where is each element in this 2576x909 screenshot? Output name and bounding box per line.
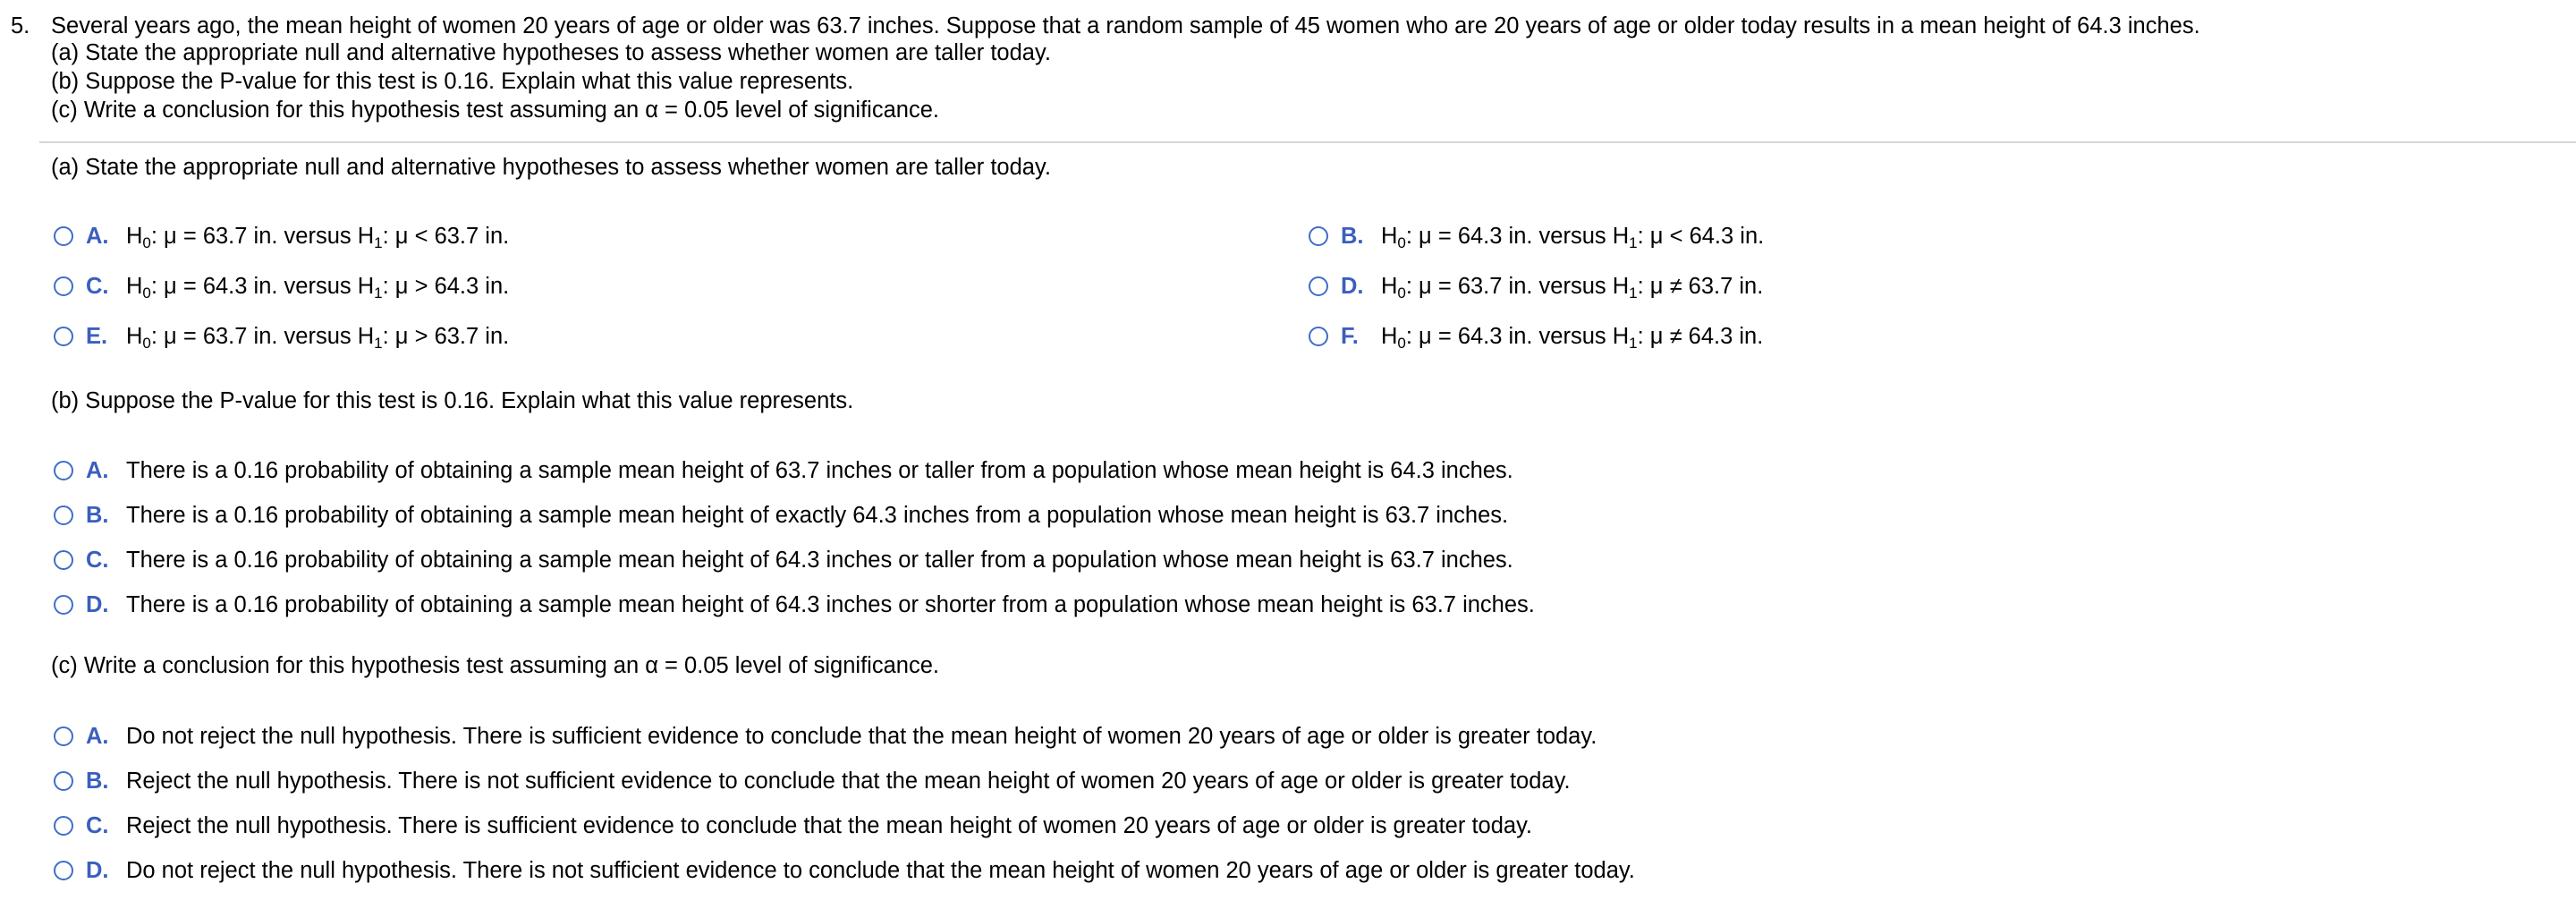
- part-a-option-a[interactable]: [54, 222, 509, 251]
- option-letter: A.: [86, 223, 109, 249]
- radio-button[interactable]: [54, 505, 73, 525]
- part-a-prompt: (a) State the appropriate null and alternative hypotheses to assess whether women are taller today.: [51, 155, 1051, 180]
- part-b-option-a[interactable]: [54, 456, 1513, 485]
- option-letter: C.: [86, 812, 109, 838]
- part-c-prompt: (c) Write a conclusion for this hypothesis test assuming an α = 0.05 level of significance.: [51, 653, 939, 678]
- hypothesis-text: $H_0$: μ = 63.7 in. versus $H_1$: μ ≠ 63.7 in.: [1381, 273, 1764, 302]
- part-b-option-d[interactable]: [54, 590, 1535, 619]
- radio-button[interactable]: [54, 861, 73, 880]
- option-text: There is a 0.16 probability of obtaining a sample mean height of 64.3 inches or shorter from a population whose mean height is 63.7 inches.: [126, 591, 1535, 617]
- option-letter: E.: [86, 323, 108, 349]
- part-c-option-c[interactable]: [54, 811, 1532, 840]
- option-letter: A.: [86, 723, 109, 749]
- part-c-option-d[interactable]: [54, 856, 1635, 885]
- option-text: Reject the null hypothesis. There is sufficient evidence to conclude that the mean height of women 20 years of age or older is greater today.: [126, 812, 1533, 838]
- part-c-option-a[interactable]: [54, 722, 1597, 751]
- radio-button[interactable]: [54, 327, 73, 346]
- hypothesis-text: $H_0$: μ = 64.3 in. versus $H_1$: μ ≠ 64.3 in.: [1381, 323, 1764, 352]
- radio-button[interactable]: [54, 726, 73, 746]
- part-b-option-b[interactable]: [54, 501, 1508, 530]
- question-stem-line-1: Several years ago, the mean height of women 20 years of age or older was 63.7 inches. Suppose that a random sample of 45 women who are 20 years of age or older today results in a mean height of 64.3 inches.: [51, 13, 2200, 38]
- option-letter: D.: [1341, 273, 1364, 299]
- part-a-option-b[interactable]: [1309, 222, 1764, 251]
- section-divider: [39, 141, 2576, 143]
- option-letter: C.: [86, 273, 109, 299]
- option-text: There is a 0.16 probability of obtaining a sample mean height of exactly 64.3 inches from a population whose mean height is 63.7 inches.: [126, 502, 1509, 528]
- radio-button[interactable]: [1309, 276, 1328, 296]
- radio-button[interactable]: [54, 816, 73, 836]
- hypothesis-text: $H_0$: μ = 63.7 in. versus $H_1$: μ > 63.7 in.: [126, 323, 510, 352]
- part-b-prompt: (b) Suppose the P-value for this test is 0.16. Explain what this value represents.: [51, 388, 854, 413]
- option-text: There is a 0.16 probability of obtaining a sample mean height of 64.3 inches or taller from a population whose mean height is 63.7 inches.: [126, 547, 1513, 573]
- option-letter: F.: [1341, 323, 1359, 349]
- part-a-option-c[interactable]: [54, 272, 509, 301]
- radio-button[interactable]: [54, 461, 73, 480]
- option-letter: D.: [86, 591, 109, 617]
- option-letter: A.: [86, 457, 109, 483]
- option-text: Do not reject the null hypothesis. There is sufficient evidence to conclude that the mean height of women 20 years of age or older is greater today.: [126, 723, 1597, 749]
- radio-button[interactable]: [1309, 327, 1328, 346]
- part-a-option-f[interactable]: [1309, 322, 1763, 351]
- radio-button[interactable]: [54, 550, 73, 570]
- hypothesis-text: $H_0$: μ = 64.3 in. versus $H_1$: μ > 64.3 in.: [126, 273, 510, 302]
- part-a-option-e[interactable]: [54, 322, 509, 351]
- option-text: There is a 0.16 probability of obtaining a sample mean height of 63.7 inches or taller from a population whose mean height is 64.3 inches.: [126, 457, 1513, 483]
- question-number: 5.: [11, 13, 30, 38]
- part-a-option-d[interactable]: [1309, 272, 1763, 301]
- radio-button[interactable]: [54, 595, 73, 615]
- radio-button[interactable]: [54, 276, 73, 296]
- option-text: Do not reject the null hypothesis. There is not sufficient evidence to conclude that the mean height of women 20 years of age or older is greater today.: [126, 857, 1635, 883]
- question-stem-line-3: (b) Suppose the P-value for this test is 0.16. Explain what this value represents.: [51, 69, 854, 94]
- radio-button[interactable]: [1309, 226, 1328, 246]
- option-letter: B.: [1341, 223, 1364, 249]
- option-text: Reject the null hypothesis. There is not sufficient evidence to conclude that the mean height of women 20 years of age or older is greater today.: [126, 768, 1571, 794]
- part-c-option-b[interactable]: [54, 767, 1571, 795]
- option-letter: D.: [86, 857, 109, 883]
- option-letter: C.: [86, 547, 109, 573]
- radio-button[interactable]: [54, 226, 73, 246]
- question-stem-line-4: (c) Write a conclusion for this hypothesis test assuming an α = 0.05 level of significance.: [51, 98, 939, 123]
- hypothesis-text: $H_0$: μ = 64.3 in. versus $H_1$: μ < 64.3 in.: [1381, 223, 1765, 251]
- radio-button[interactable]: [54, 771, 73, 791]
- hypothesis-text: $H_0$: μ = 63.7 in. versus $H_1$: μ < 63.7 in.: [126, 223, 510, 251]
- question-stem-line-2: (a) State the appropriate null and alternative hypotheses to assess whether women are taller today.: [51, 40, 1051, 65]
- option-letter: B.: [86, 502, 109, 528]
- part-b-option-c[interactable]: [54, 546, 1513, 574]
- option-letter: B.: [86, 768, 109, 794]
